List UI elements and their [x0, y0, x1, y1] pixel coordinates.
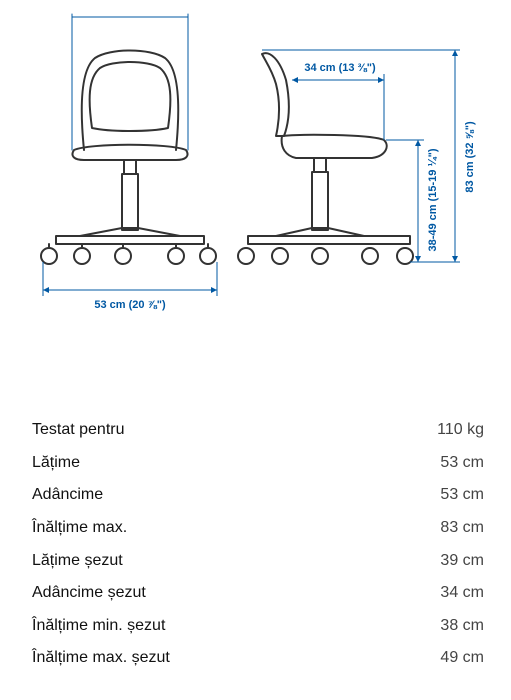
chair-front-view — [41, 14, 216, 264]
spec-value: 34 cm — [440, 584, 484, 602]
spec-value: 83 cm — [440, 519, 484, 537]
chair-side-view — [238, 53, 413, 264]
seat-height-label: 38-49 cm (15-19 ¼") — [427, 148, 439, 252]
base-width-label: 53 cm (20 ⅞") — [94, 299, 166, 311]
spec-value: 53 cm — [440, 453, 484, 471]
spec-value: 38 cm — [440, 616, 484, 634]
spec-label: Înălțime max. — [32, 519, 128, 537]
spec-row — [32, 577, 484, 610]
spec-row — [32, 447, 484, 480]
spec-label: Testat pentru — [32, 421, 125, 439]
spec-value: 110 kg — [437, 421, 484, 439]
spec-value: 49 cm — [440, 649, 484, 667]
spec-value: 53 cm — [440, 486, 484, 504]
specs-list — [32, 414, 484, 675]
spec-row — [32, 414, 484, 447]
seat-depth-label: 34 cm (13 ⅜") — [304, 62, 376, 74]
total-height-label: 83 cm (32 ⅝") — [464, 121, 476, 193]
spec-label: Adâncime — [32, 486, 104, 504]
spec-row — [32, 610, 484, 643]
spec-label: Lățime — [32, 453, 81, 471]
spec-label: Lățime șezut — [32, 551, 123, 569]
spec-row — [32, 544, 484, 577]
spec-label: Înălțime min. șezut — [32, 616, 166, 634]
spec-row — [32, 479, 484, 512]
spec-row — [32, 642, 484, 675]
spec-value: 39 cm — [440, 551, 484, 569]
spec-label: Înălțime max. șezut — [32, 649, 170, 667]
spec-label: Adâncime șezut — [32, 584, 146, 602]
seat-depth-dimension — [292, 74, 384, 140]
base-width-dimension — [43, 262, 217, 296]
spec-row — [32, 512, 484, 545]
chair-dimension-drawing — [0, 0, 511, 330]
